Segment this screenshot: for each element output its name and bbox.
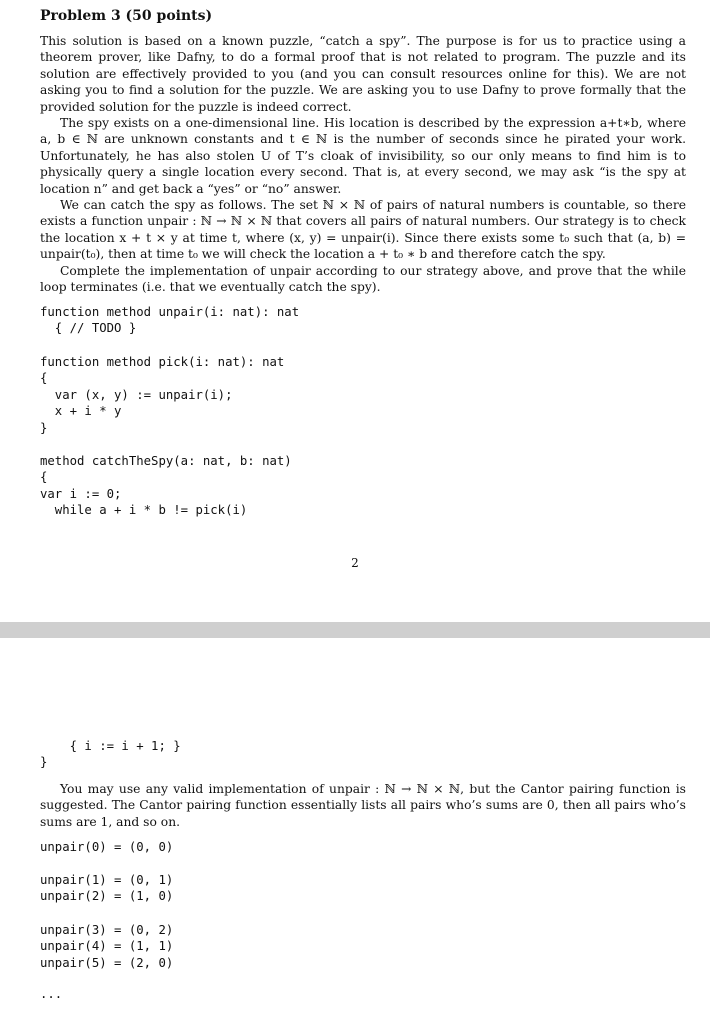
ellipsis: ... — [40, 987, 63, 1001]
unpair-example-0: unpair(0) = (0, 0) — [40, 840, 174, 854]
page-number: 2 — [351, 556, 359, 570]
unpair-code-block: function method unpair(i: nat): nat { // TODO } — [40, 305, 300, 336]
intro-paragraph: This solution is based on a known puzzle, “catch a spy”. The purpose is for us to practice using a theorem prover, like Dafny, to do a formal proof that is not related to program. The puzzle and its solution are effectively provided to you (and you can consult resources online for this). We are not asking you to find a solution for the puzzle. We are asking you to use Dafny to prove formally that the provided solution for the puzzle is indeed correct. — [40, 34, 686, 114]
page-separator — [0, 622, 710, 638]
strategy-paragraph: We can catch the spy as follows. The set ℕ × ℕ of pairs of natural numbers is countable, so there exists a function unpair : ℕ → ℕ × ℕ that covers all pairs of natural numbers. Our strategy is to check the location x + t × y at time t, where (x, y) = unpair(i). Since there exists some t₀ such that (a, b) = unpair(t₀), then at time t₀ we will check the location a + t₀ ∗ b and therefore catch the spy. — [40, 198, 686, 262]
cantor-paragraph: You may use any valid implementation of unpair : ℕ → ℕ × ℕ, but the Cantor pairing function is suggested. The Cantor pairing function essentially lists all pairs who’s sums are 0, then all pairs who’s sums are 1, and so on. — [40, 782, 686, 829]
pick-code-block: function method pick(i: nat): nat { var (x, y) := unpair(i); x + i * y } — [40, 355, 285, 435]
spy-description-paragraph: The spy exists on a one-dimensional line. His location is described by the expression a+t∗b, where a, b ∈ ℕ are unknown constants and t ∈ ℕ is the number of seconds since he pirated your work. Unfortunately, he has also stolen U of T’s cloak of invisibility, so our only means to find him is to physically query a single location every second. That is, at every second, we may ask “is the spy at location n” and get back a “yes” or “no” answer. — [40, 116, 686, 196]
document-page-2 — [0, 638, 710, 1024]
catchthespy-code-block: method catchTheSpy(a: nat, b: nat) { var i := 0; while a + i * b != pick(i) — [40, 454, 292, 518]
problem-title: Problem 3 (50 points) — [40, 8, 213, 24]
task-paragraph: Complete the implementation of unpair according to our strategy above, and prove that the while loop terminates (i.e. that we eventually catch the spy). — [40, 264, 686, 295]
unpair-examples-3-5: unpair(3) = (0, 2) unpair(4) = (1, 1) unpair(5) = (2, 0) — [40, 923, 174, 970]
unpair-examples-1-2: unpair(1) = (0, 1) unpair(2) = (1, 0) — [40, 873, 174, 904]
loop-body-code-block: { i := i + 1; } } — [40, 739, 181, 770]
